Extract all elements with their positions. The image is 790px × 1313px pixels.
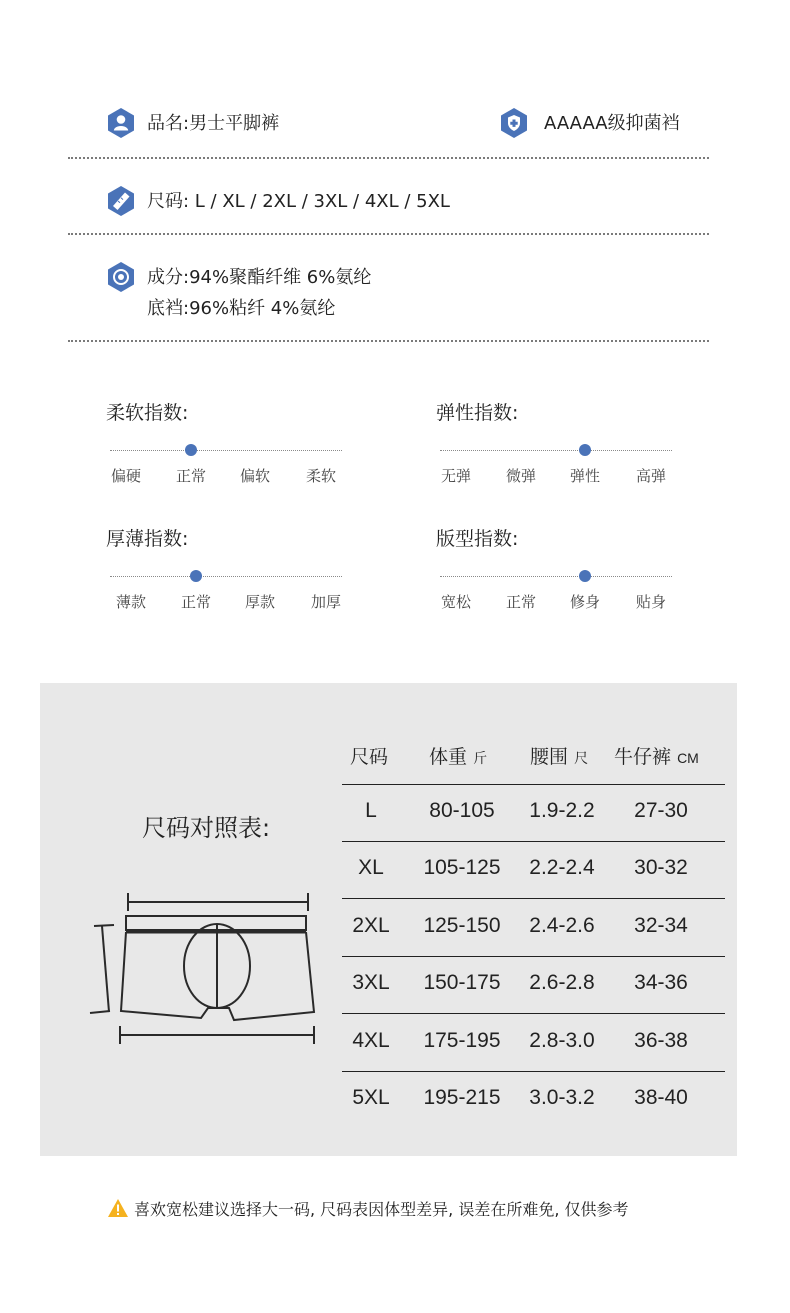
index-title: 弹性指数: <box>436 402 519 424</box>
index-title: 版型指数: <box>436 528 519 550</box>
table-rule <box>342 956 725 957</box>
row-waist-cell: 2.2-2.4 <box>529 856 595 880</box>
header-size: 尺码 <box>350 746 389 768</box>
row-size-cell: L <box>365 799 377 822</box>
row-size-cell: 2XL <box>352 913 390 937</box>
index-title: 厚薄指数: <box>106 528 189 550</box>
row-weight-cell: 195-215 <box>423 1086 501 1109</box>
row-weight-cell: 175-195 <box>423 1028 501 1052</box>
index-option-label: 宽松 <box>440 593 471 611</box>
row-waist-cell: 3.0-3.2 <box>529 1086 595 1109</box>
index-option-label: 偏硬 <box>110 467 141 485</box>
unit-chi: 尺 <box>574 751 589 767</box>
row-waist-cell: 1.9-2.2 <box>529 799 595 822</box>
row-waist-cell: 2.8-3.0 <box>529 1028 595 1052</box>
index-option-label: 修身 <box>569 593 600 611</box>
index-option-label: 微弹 <box>505 467 536 485</box>
index-option-label: 贴身 <box>635 593 666 611</box>
index-option-label: 偏软 <box>239 467 270 485</box>
boxer-shorts-illustration <box>88 888 320 1048</box>
row-size-cell: 3XL <box>352 971 390 995</box>
unit-cm: CM <box>677 750 699 766</box>
index-option-label: 无弹 <box>440 467 471 485</box>
row-waist-cell: 2.4-2.6 <box>529 913 595 937</box>
index-option-label: 弹性 <box>569 467 600 485</box>
row-weight-cell: 125-150 <box>423 913 501 937</box>
index-slider-knob <box>579 570 591 582</box>
row-size-cell: 4XL <box>352 1028 390 1052</box>
row-size-cell: XL <box>358 856 384 880</box>
index-slider-track <box>110 450 342 451</box>
header-weight: 体重 斤 <box>429 746 488 768</box>
row-jeans-cell: 32-34 <box>634 913 688 937</box>
divider <box>68 157 709 159</box>
notice-text: 喜欢宽松建议选择大一码, 尺码表因体型差异, 误差在所难免, 仅供参考 <box>134 1200 629 1219</box>
index-slider-track <box>440 576 672 577</box>
fabric-hex-icon <box>108 262 134 292</box>
ruler-hex-icon <box>108 186 134 216</box>
index-option-label: 正常 <box>505 593 536 611</box>
size-chart-title: 尺码对照表: <box>142 814 271 842</box>
index-option-label: 正常 <box>180 593 211 611</box>
row-size-cell: 5XL <box>352 1086 390 1109</box>
index-option-label: 厚款 <box>244 593 275 611</box>
index-option-label: 正常 <box>175 467 206 485</box>
index-option-label: 高弹 <box>635 467 666 485</box>
row-jeans-cell: 30-32 <box>634 856 688 880</box>
table-rule <box>342 1071 725 1072</box>
index-option-label: 加厚 <box>310 593 341 611</box>
table-rule <box>342 898 725 899</box>
header-jeans: 牛仔裤 CM <box>614 746 699 768</box>
index-option-label: 柔软 <box>305 467 336 485</box>
index-slider-track <box>440 450 672 451</box>
row-weight-cell: 80-105 <box>429 799 495 822</box>
index-title: 柔软指数: <box>106 402 189 424</box>
row-jeans-cell: 36-38 <box>634 1028 688 1052</box>
row-weight-cell: 105-125 <box>423 856 501 880</box>
table-rule <box>342 784 725 785</box>
antibacterial-feature: AAAAA级抑菌裆 <box>544 113 680 134</box>
composition-line1: 成分:94%聚酯纤维 6%氨纶 <box>147 267 372 288</box>
composition-line2: 底裆:96%粘纤 4%氨纶 <box>147 298 336 319</box>
index-slider-knob <box>190 570 202 582</box>
row-weight-cell: 150-175 <box>423 971 501 995</box>
divider <box>68 340 709 342</box>
person-hex-icon <box>108 108 134 138</box>
index-slider-knob <box>185 444 197 456</box>
product-name: 品名:男士平脚裤 <box>147 113 280 134</box>
index-slider-knob <box>579 444 591 456</box>
warning-icon <box>108 1199 128 1217</box>
table-rule <box>342 841 725 842</box>
divider <box>68 233 709 235</box>
row-jeans-cell: 38-40 <box>634 1086 688 1109</box>
index-slider-track <box>110 576 342 577</box>
shield-hex-icon <box>501 108 527 138</box>
size-list: 尺码: L / XL / 2XL / 3XL / 4XL / 5XL <box>147 191 450 212</box>
row-jeans-cell: 34-36 <box>634 971 688 995</box>
unit-jin: 斤 <box>473 751 488 767</box>
index-option-label: 薄款 <box>115 593 146 611</box>
table-rule <box>342 1013 725 1014</box>
header-waist: 腰围 尺 <box>530 746 589 768</box>
row-waist-cell: 2.6-2.8 <box>529 971 595 995</box>
row-jeans-cell: 27-30 <box>634 799 688 822</box>
